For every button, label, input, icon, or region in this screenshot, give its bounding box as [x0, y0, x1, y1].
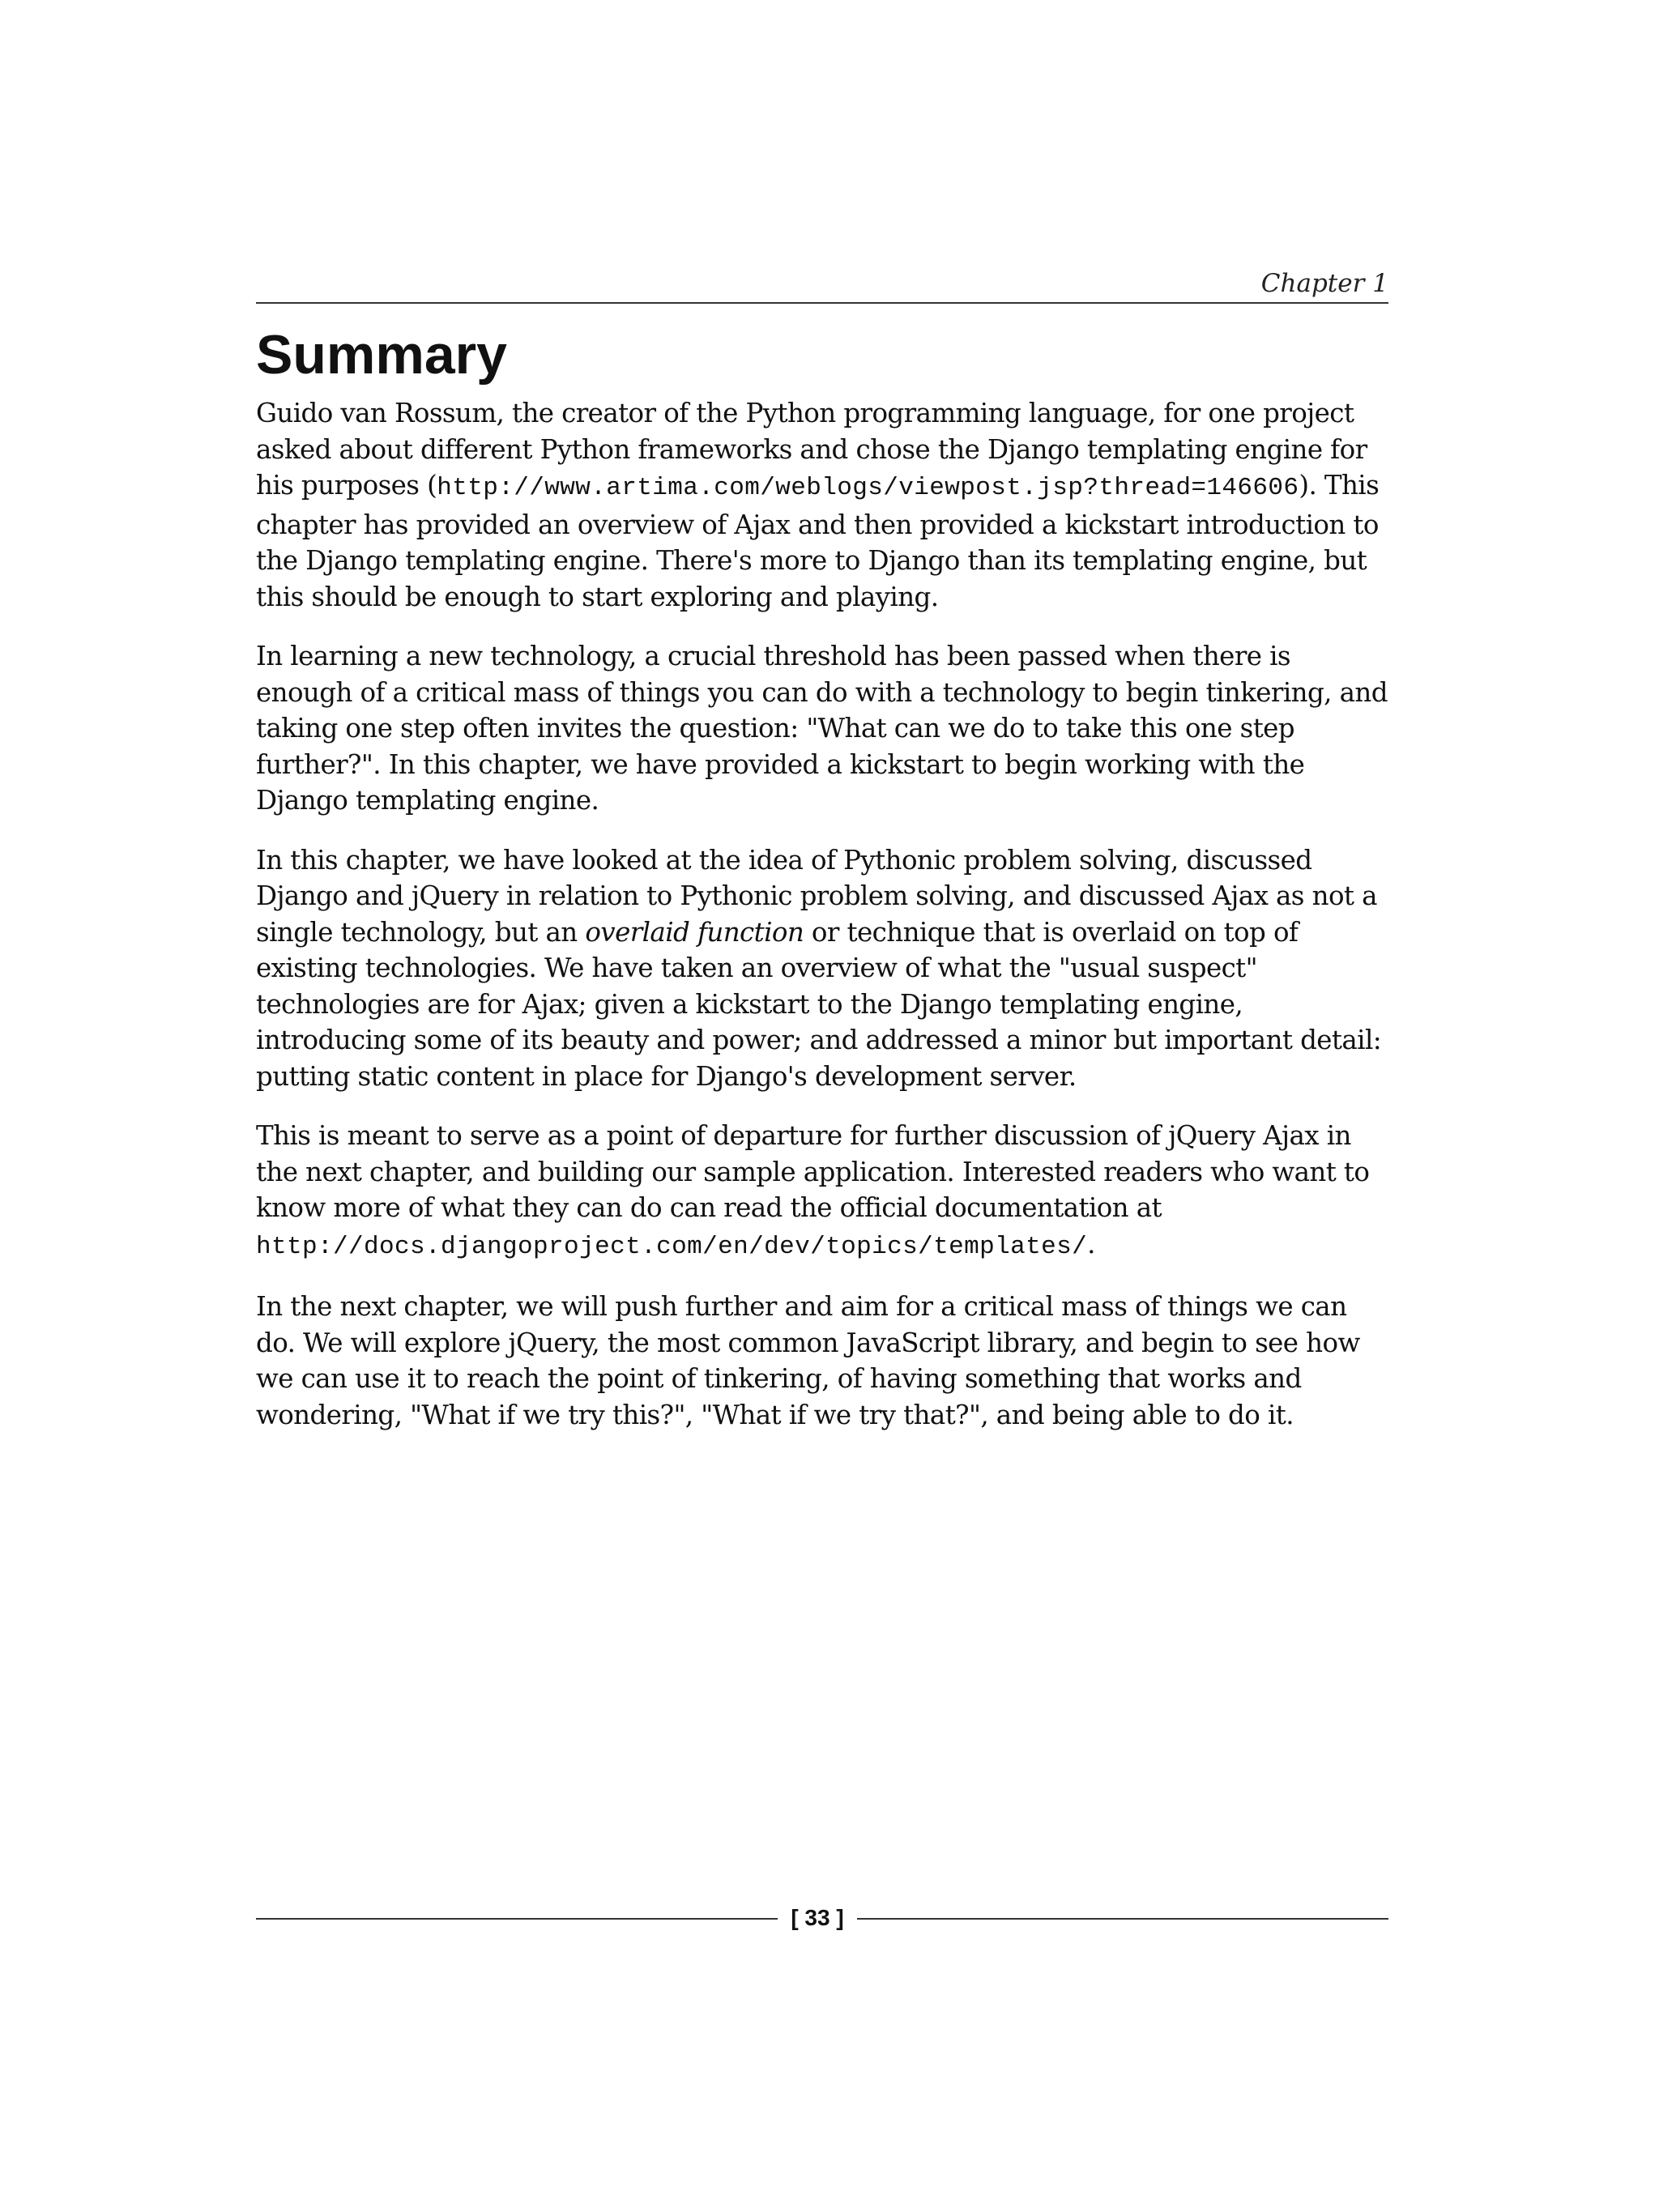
page-body — [256, 322, 1388, 1456]
paragraph-5: In the next chapter, we will push further and aim for a critical mass of things we can do. We will explore jQuery, the most common JavaScript library, and begin to see how we can use it to reach the point of tinkering, of having something that works and wondering, "What if we try this?", "What if we try that?", and being able to do it. — [256, 1291, 1360, 1430]
footer-rule-left — [256, 1918, 778, 1920]
paragraph-1-text-a: Guido van Rossum, the creator of the Python programming language, for one project asked about different Python frameworks and chose the Django templating engine for his purposes ( — [256, 398, 1367, 501]
header-rule — [256, 302, 1388, 304]
paragraph-4-text-b: . — [1087, 1228, 1095, 1259]
paragraph-3-text-b: or technique that is overlaid on top of existing technologies. We have taken an overview of what the "usual suspect" technologies are for Ajax; given a kickstart to the Django templating engine, introducing some of its beauty and power; and addressed a minor but important detail: putting static content in place for Django's development server. — [256, 916, 1382, 1092]
paragraph-2: In learning a new technology, a crucial threshold has been passed when there is enough of a critical mass of things you can do with a technology to begin tinkering, and taking one step often invites the question: "What can we do to take this one step further?". In this chapter, we have provided a kickstart to begin working with the Django templating engine. — [256, 641, 1388, 816]
paragraph-1 — [256, 395, 1388, 615]
paragraph-4-text-a: This is meant to serve as a point of departure for further discussion of jQuery Ajax in the next chapter, and building our sample application. Interested readers who want to know more of what they can do can read the official documentation at — [256, 1120, 1370, 1223]
django-docs-url: http://docs.djangoproject.com/en/dev/topics/templates/ — [256, 1232, 1088, 1261]
artima-url: http://www.artima.com/weblogs/viewpost.jsp?thread=146606 — [437, 474, 1299, 502]
page-footer — [256, 1902, 1388, 1934]
paragraph-3-text-a: In this chapter, we have looked at the idea of Pythonic problem solving, discussed Django and jQuery in relation to Pythonic problem solving, and discussed Ajax as not a single technology, but an — [256, 844, 1377, 948]
running-head: Chapter 1 — [1260, 269, 1388, 298]
paragraph-4 — [256, 1118, 1388, 1265]
page-number: [ 33 ] — [791, 1905, 844, 1930]
paragraph-1-text-b: ). This chapter has provided an overview of Ajax and then provided a kickstart introduction to the Django templating engine. There's more to Django than its templating engine, but this should be enough to start exploring and playing. — [256, 470, 1380, 612]
footer-rule-right — [857, 1918, 1388, 1920]
overlaid-function-emphasis: overlaid function — [585, 916, 804, 948]
section-title: Summary — [256, 324, 507, 386]
paragraph-3 — [256, 842, 1388, 1095]
